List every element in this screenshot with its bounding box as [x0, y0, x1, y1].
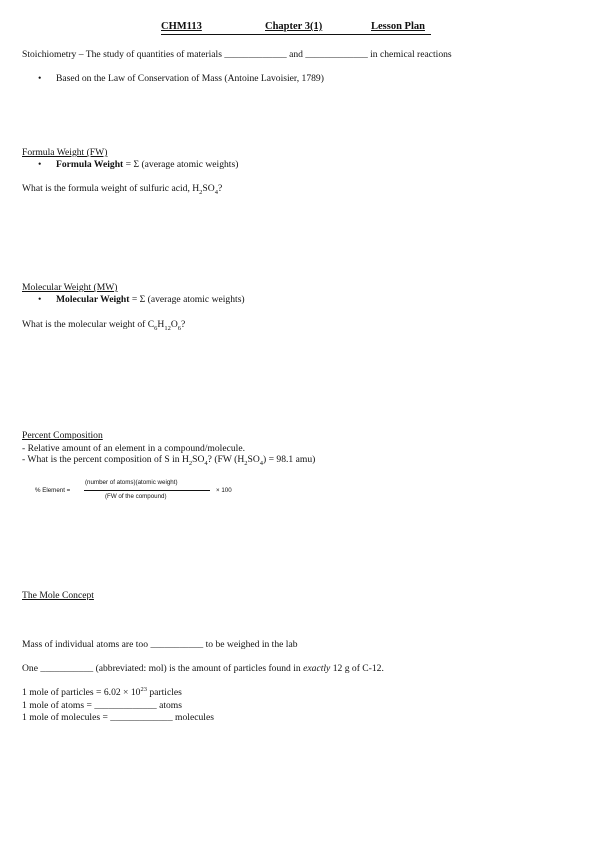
subscript: 4: [259, 459, 264, 467]
question-text: ? (FW (H: [207, 454, 245, 465]
intro-text: Stoichiometry – The study of quantities of materials: [22, 49, 222, 60]
mole-text: 12 g of C-12.: [332, 663, 384, 674]
formula-denominator: (FW of the compound): [105, 493, 167, 500]
formula-weight-term: Formula Weight: [56, 159, 124, 170]
intro-and: and: [289, 49, 303, 60]
bullet-item: [38, 73, 324, 84]
mole-text: 1 mole of molecules =: [22, 712, 108, 723]
question-text: ?: [217, 183, 223, 194]
mole-text: atoms: [159, 700, 182, 711]
mole-line-molecules: [22, 712, 214, 723]
subscript: 2: [199, 188, 203, 196]
bullet-item: [38, 294, 245, 305]
superscript: 23: [140, 685, 147, 693]
mole-text: particles: [149, 687, 182, 698]
mole-emphasis: exactly: [303, 663, 331, 674]
mole-text: molecules: [175, 712, 214, 723]
formula-lhs: % Element =: [35, 487, 71, 494]
bullet-icon: •: [38, 159, 42, 170]
mole-text: 1 mole of atoms =: [22, 700, 92, 711]
formula-rhs: × 100: [216, 487, 232, 494]
question-text: H: [157, 319, 165, 330]
mole-line-definition: [22, 663, 384, 674]
mole-text: to be weighed in the lab: [205, 639, 298, 650]
formula-weight-question: [22, 183, 222, 194]
molecular-weight-term: Molecular Weight: [56, 294, 130, 305]
mole-text: One: [22, 663, 38, 674]
mole-blank: ___________: [40, 663, 94, 674]
header-underline: [161, 34, 431, 35]
question-text: ?: [181, 319, 186, 330]
mole-blank: _____________: [110, 712, 173, 723]
percent-composition-definition: - Relative amount of an element in a compound/molecule.: [22, 443, 245, 454]
question-text: O: [170, 319, 178, 330]
mole-blank: _____________: [94, 700, 157, 711]
mole-line-mass: [22, 639, 298, 650]
course-code: CHM113: [161, 21, 202, 32]
intro-text-end: in chemical reactions: [370, 49, 452, 60]
chapter-title: Chapter 3(1): [265, 21, 323, 32]
question-text: SO: [202, 183, 215, 194]
formula-weight-definition: = Σ (average atomic weights): [125, 159, 239, 170]
question-text: ) = 98.1 amu): [263, 454, 316, 465]
question-text: SO: [192, 454, 205, 465]
intro-blank-1: _____________: [224, 49, 287, 60]
percent-composition-question: [22, 454, 315, 465]
mole-blank: ___________: [150, 639, 204, 650]
fraction-bar: [84, 490, 210, 491]
percent-composition-heading: Percent Composition: [22, 430, 103, 441]
formula-numerator: (number of atoms)(atomic weight): [85, 479, 178, 486]
mole-line-avogadro: [22, 687, 182, 698]
intro-blank-2: _____________: [305, 49, 368, 60]
lesson-plan-title: Lesson Plan: [371, 21, 425, 32]
molecular-weight-heading: Molecular Weight (MW): [22, 282, 118, 293]
stoichiometry-definition: [22, 49, 452, 60]
subscript: 6: [154, 324, 158, 332]
molecular-weight-question: [22, 319, 185, 330]
bullet-item: [38, 159, 238, 170]
mole-text: Mass of individual atoms are too: [22, 639, 149, 650]
question-text: - What is the percent composition of S in H: [22, 454, 189, 465]
bullet-icon: •: [38, 73, 42, 84]
subscript: 4: [204, 459, 208, 467]
bullet-icon: •: [38, 294, 42, 305]
subscript: 12: [164, 324, 171, 332]
mole-text: (abbreviated: mol) is the amount of particles found in: [95, 663, 301, 674]
mole-text: 1 mole of particles = 6.02 × 10: [22, 687, 141, 698]
subscript: 6: [177, 324, 182, 332]
formula-weight-heading: Formula Weight (FW): [22, 147, 108, 158]
subscript: 2: [244, 459, 248, 467]
question-text: What is the molecular weight of C: [22, 319, 155, 330]
mole-concept-heading: The Mole Concept: [22, 590, 94, 601]
molecular-weight-definition: = Σ (average atomic weights): [131, 294, 245, 305]
subscript: 4: [214, 188, 218, 196]
question-text: SO: [247, 454, 260, 465]
subscript: 2: [188, 459, 193, 467]
conservation-law-text: Based on the Law of Conservation of Mass (Antoine Lavoisier, 1789): [56, 73, 324, 84]
question-text: What is the formula weight of sulfuric acid, H: [22, 183, 200, 194]
mole-line-atoms: [22, 700, 182, 711]
